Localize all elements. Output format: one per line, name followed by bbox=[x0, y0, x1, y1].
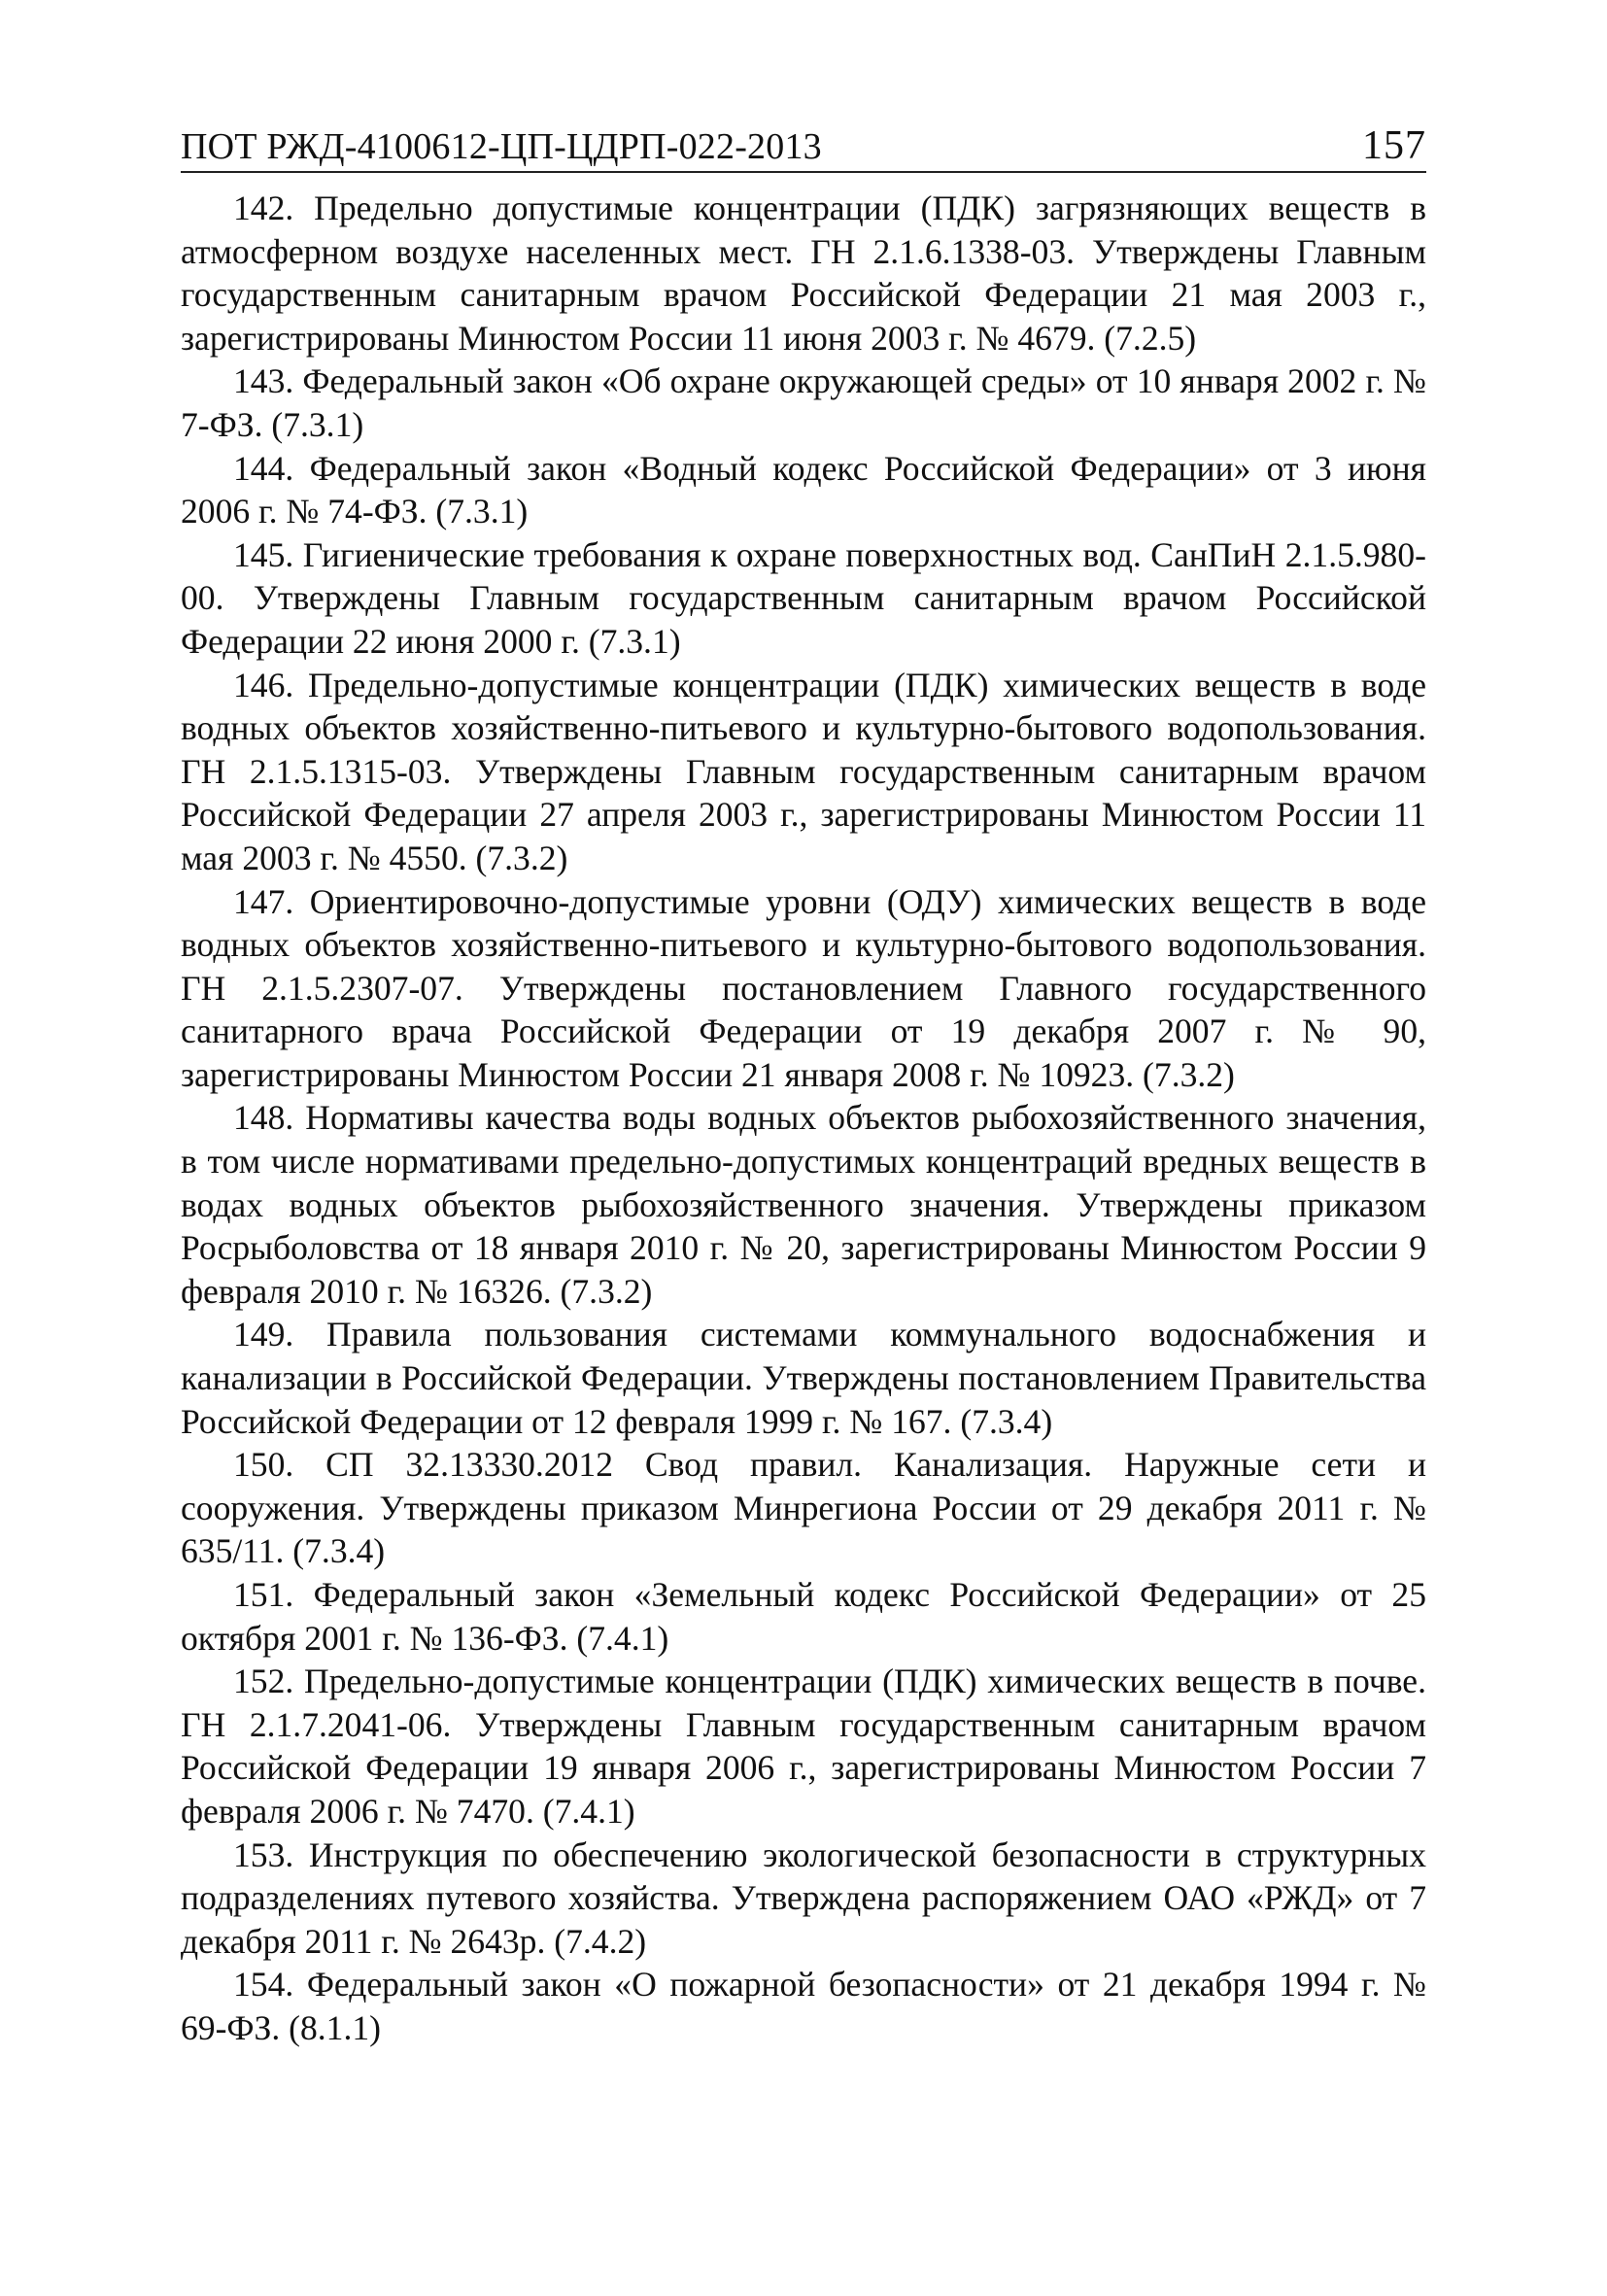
page-header bbox=[181, 117, 1426, 173]
reference-item-148: 148. Нормативы качества воды водных объектов рыбохозяйственного значения, в том числе нормативами предельно-допустимых концентраций вредных веществ в водах водных объектов рыбохозяйственного значения. Утверждены приказом Росрыболовства от 18 января 2010 г. № 20, зарегистрированы Минюстом России 9 февраля 2010 г. № 16326. (7.3.2) bbox=[181, 1098, 1426, 1311]
reference-item-145: 145. Гигиенические требования к охране поверхностных вод. СанПиН 2.1.5.980-00. Утверждены Главным государственным санитарным врачом Российской Федерации 22 июня 2000 г. (7.3.1) bbox=[181, 534, 1426, 661]
reference-item-152: 152. Предельно-допустимые концентрации (ПДК) химических веществ в почве. ГН 2.1.7.2041-06. Утверждены Главным государственным санитарным врачом Российской Федерации 19 января 2006 г., зарегистрированы Минюстом России 7 февраля 2006 г. № 7470. (7.4.1) bbox=[181, 1662, 1426, 1831]
reference-item-150: 150. СП 32.13330.2012 Свод правил. Канализация. Наружные сети и сооружения. Утверждены приказом Минрегиона России от 29 декабря 2011 г. № 635/11. (7.3.4) bbox=[181, 1445, 1426, 1571]
document-page bbox=[181, 117, 1426, 2050]
document-code: ПОТ РЖД-4100612-ЦП-ЦДРП-022-2013 bbox=[181, 126, 822, 167]
reference-item-142: 142. Предельно допустимые концентрации (ПДК) загрязняющих веществ в атмосферном воздухе населенных мест. ГН 2.1.6.1338-03. Утверждены Главным государственным санитарным врачом Российской Федерации 21 мая 2003 г., зарегистрированы Минюстом России 11 июня 2003 г. № 4679. (7.2.5) bbox=[181, 188, 1426, 358]
reference-item-153: 153. Инструкция по обеспечению экологической безопасности в структурных подразделениях путевого хозяйства. Утверждена распоряжением ОАО «РЖД» от 7 декабря 2011 г. № 2643р. (7.4.2) bbox=[181, 1834, 1426, 1961]
reference-list bbox=[181, 187, 1426, 2050]
reference-item-151: 151. Федеральный закон «Земельный кодекс Российской Федерации» от 25 октября 2001 г. № 136-ФЗ. (7.4.1) bbox=[181, 1575, 1426, 1658]
reference-item-154: 154. Федеральный закон «О пожарной безопасности» от 21 декабря 1994 г. № 69-ФЗ. (8.1.1) bbox=[181, 1965, 1426, 2047]
reference-item-149: 149. Правила пользования системами коммунального водоснабжения и канализации в Российской Федерации. Утверждены постановлением Правительства Российской Федерации от 12 февраля 1999 г. № 167. (7.3.4) bbox=[181, 1315, 1426, 1441]
reference-item-144: 144. Федеральный закон «Водный кодекс Российской Федерации» от 3 июня 2006 г. № 74-ФЗ. (7.3.1) bbox=[181, 448, 1426, 531]
reference-item-146: 146. Предельно-допустимые концентрации (ПДК) химических веществ в воде водных объектов хозяйственно-питьевого и культурно-бытового водопользования. ГН 2.1.5.1315-03. Утверждены Главным государственным санитарным врачом Российской Федерации 27 апреля 2003 г., зарегистрированы Минюстом России 11 мая 2003 г. № 4550. (7.3.2) bbox=[181, 665, 1426, 877]
reference-item-147: 147. Ориентировочно-допустимые уровни (ОДУ) химических веществ в воде водных объектов хозяйственно-питьевого и культурно-бытового водопользования. ГН 2.1.5.2307-07. Утверждены постановлением Главного государственного санитарного врача Российской Федерации от 19 декабря 2007 г. № 90, зарегистрированы Минюстом России 21 января 2008 г. № 10923. (7.3.2) bbox=[181, 881, 1426, 1094]
reference-item-143: 143. Федеральный закон «Об охране окружающей среды» от 10 января 2002 г. № 7-ФЗ. (7.3.1) bbox=[181, 361, 1426, 444]
page-number: 157 bbox=[1362, 123, 1426, 168]
